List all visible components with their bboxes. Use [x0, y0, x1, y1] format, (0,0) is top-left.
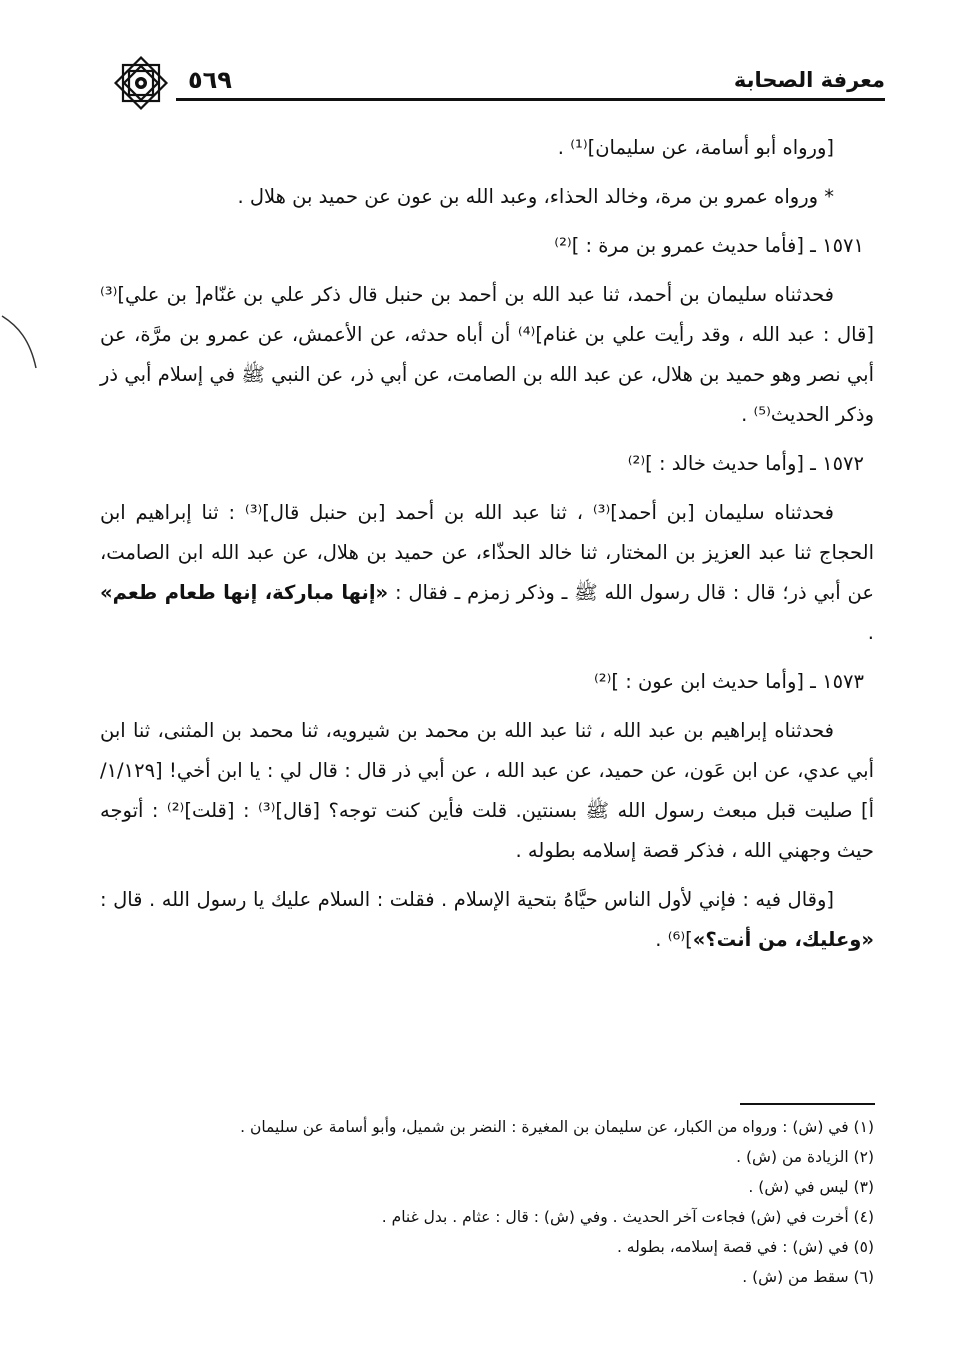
scan-margin-mark	[0, 310, 40, 390]
paragraph: فحدثناه سليمان بن أحمد، ثنا عبد الله بن أحمد بن حنبل قال ذكر علي بن غنّام[ بن علي]⁽³⁾ [قال : عبد الله ، وقد رأيت علي بن غنام]⁽⁴⁾ أن أباه حدثه، عن الأعمش، عن عمرو بن مرَّة، عن أبي نصر وهو حميد بن هلال، عن عبد الله بن الصامت، عن أبي ذر، عن النبي ﷺ في إسلام أبي ذر وذكر الحديث⁽⁵⁾ .	[100, 283, 874, 426]
hadith-heading: ١٥٧١ ـ [فأما حديث عمرو بن مرة : ]⁽²⁾	[554, 234, 864, 257]
paragraph-end: ]⁽⁶⁾ .	[655, 928, 693, 951]
paragraph-text: [وقال فيه : فإني لأول الناس حيَّاهُ بتحية الإسلام . فقلت : السلام عليك يا رسول الله . قال :	[100, 888, 834, 911]
header-rule	[176, 98, 885, 101]
footnote: (٥) في (ش) : في قصة إسلامه، بطوله .	[616, 1238, 874, 1256]
paragraph: [ورواه أبو أسامة، عن سليمان]⁽¹⁾ .	[557, 136, 834, 159]
main-text	[100, 128, 874, 969]
paragraph-text: فحدثناه سليمان [بن أحمد]⁽³⁾ ، ثنا عبد الله بن أحمد [بن حنبل قال]⁽³⁾ : ثنا إبراهيم ابن الحجاج ثنا عبد العزيز بن المختار، ثنا خالد الحذّاء، عن حميد بن هلال، عن عبد الله ابن الصامت، عن أبي ذر؛ قال : قال رسول الله ﷺ ـ وذكر زمزم ـ فقال :	[100, 501, 874, 604]
hadith-heading: ١٥٧٢ ـ [وأما حديث خالد : ]⁽²⁾	[627, 452, 864, 475]
footnote-rule	[740, 1103, 875, 1105]
paragraph-end: .	[867, 621, 874, 644]
paragraph	[100, 493, 874, 653]
footnote: (١) في (ش) : ورواه من الكبار، عن سليمان بن المغيرة : النضر بن شميل، وأبو أسامة عن سليمان .	[240, 1118, 874, 1136]
footnotes	[100, 1112, 874, 1292]
prophetic-quote: «وعليك، من أنت؟»	[692, 928, 874, 951]
islamic-star-ornament-icon	[110, 52, 172, 114]
footnote: (٤) أخرت في (ش) فجاءت آخر الحديث . وفي (ش) : قال : عثام . بدل غنام .	[381, 1208, 874, 1226]
paragraph	[100, 880, 874, 960]
paragraph: * ورواه عمرو بن مرة، وخالد الحذاء، وعبد الله بن عون عن حميد بن هلال .	[237, 185, 834, 208]
hadith-heading: ١٥٧٣ ـ [وأما حديث ابن عون : ]⁽²⁾	[593, 670, 864, 693]
footnote: (٦) سقط من (ش) .	[742, 1268, 874, 1286]
paragraph: فحدثناه إبراهيم بن عبد الله ، ثنا عبد الله بن محمد بن شيرويه، ثنا محمد بن المثنى، ثنا ابن أبي عدي، عن ابن عَون، عن حميد، عن عبد الله ، عن أبي ذر قال : قال لي : يا ابن أخي! [١/١٢٩/أ] صليت قبل مبعث رسول الله ﷺ بسنتين. قلت فأين كنت توجه؟ [قال]⁽³⁾ : [قلت]⁽²⁾ : أتوجه حيث وجهني الله ، فذكر قصة إسلامه بطوله .	[100, 719, 874, 862]
page-header	[110, 52, 885, 102]
running-title: معرفة الصحابة	[733, 68, 885, 92]
footnote: (٢) الزيادة من (ش) .	[736, 1148, 874, 1166]
page-number: ٥٦٩	[188, 66, 232, 94]
prophetic-quote: «إنها مباركة، إنها طعام طعم»	[100, 581, 389, 604]
footnote: (٣) ليس في (ش) .	[748, 1178, 874, 1196]
